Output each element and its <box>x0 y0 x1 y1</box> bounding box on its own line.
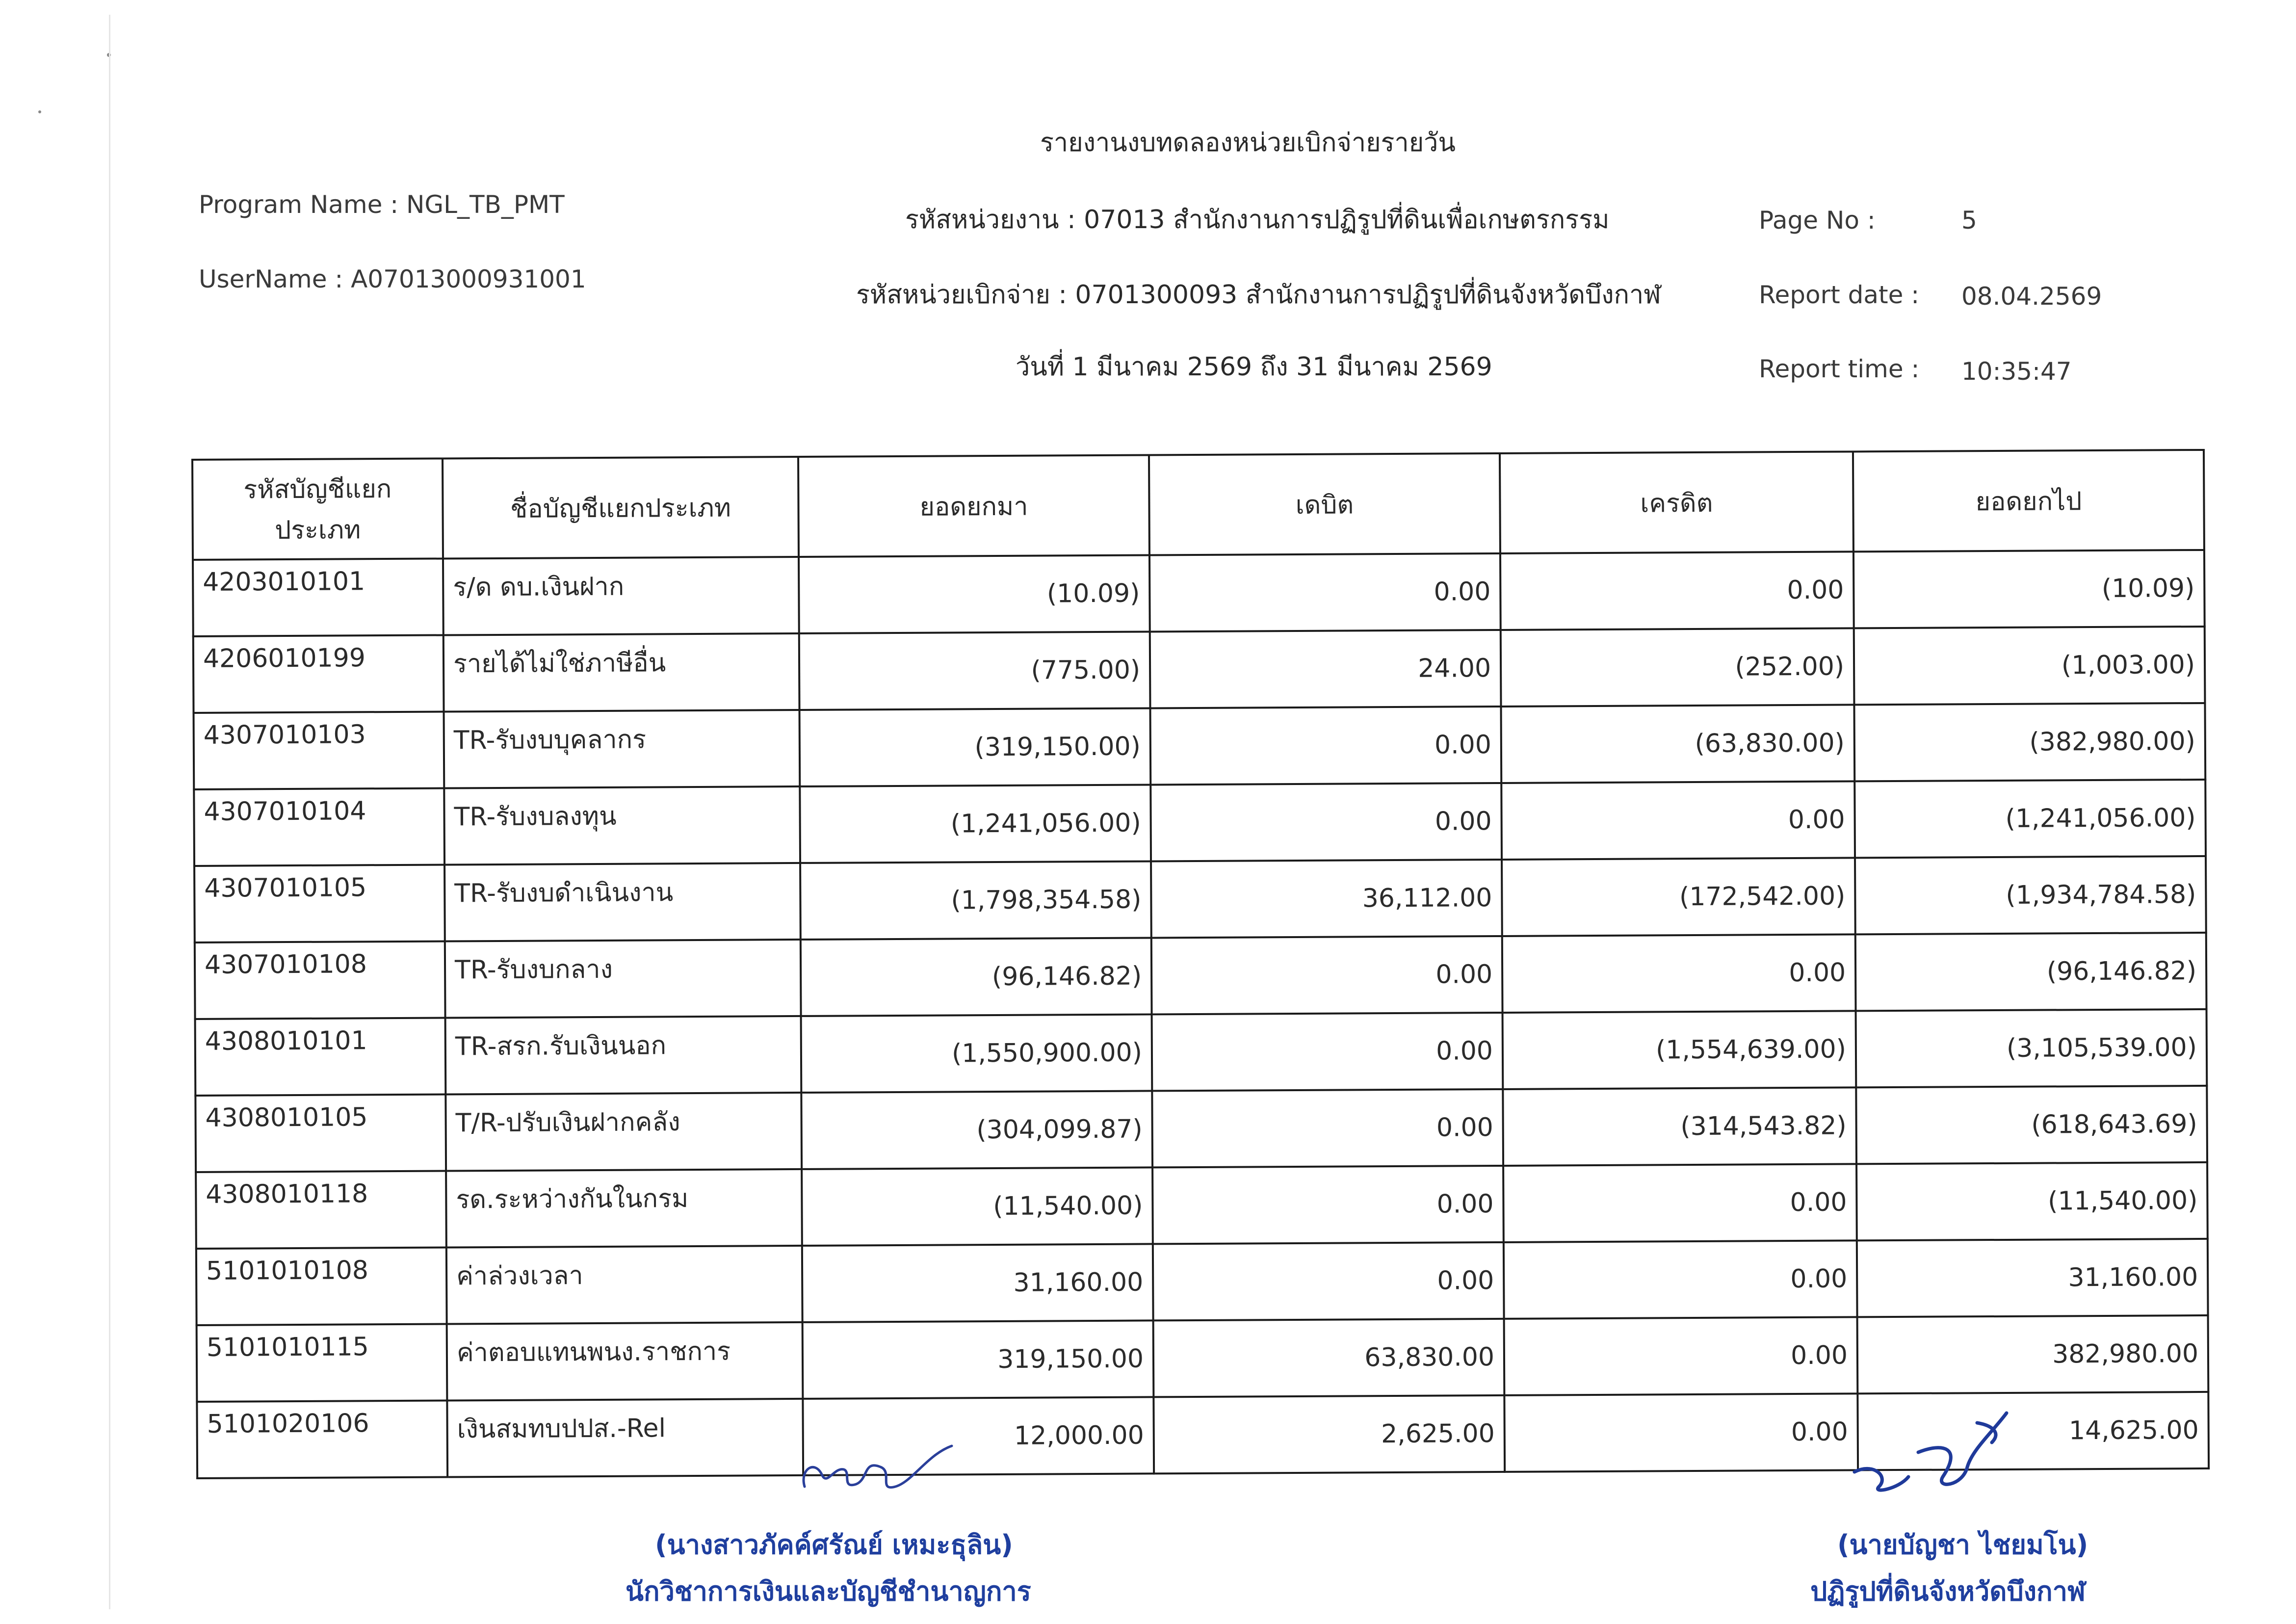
opening-balance-cell: (1,798,354.58) <box>800 861 1151 939</box>
account-name-cell: TR-สรก.รับเงินนอก <box>445 1016 802 1095</box>
scan-speck <box>38 110 41 113</box>
debit-cell: 0.00 <box>1150 783 1502 861</box>
right-signer-title: ปฏิรูปที่ดินจังหวัดบึงกาฬ <box>1810 1576 2086 1607</box>
account-name-cell: TR-รับงบดำเนินงาน <box>444 863 801 942</box>
credit-cell: 0.00 <box>1503 1164 1857 1242</box>
credit-cell: 0.00 <box>1504 1393 1858 1472</box>
debit-cell: 0.00 <box>1152 1013 1503 1091</box>
credit-cell: (63,830.00) <box>1501 705 1854 783</box>
table-row <box>193 550 2205 636</box>
account-code-cell: 4308010105 <box>195 1094 446 1172</box>
table-row <box>194 780 2206 866</box>
account-code-cell: 4307010105 <box>194 864 445 942</box>
opening-balance-cell: (319,150.00) <box>800 708 1151 786</box>
account-name-cell: ร/ด ดบ.เงินฝาก <box>443 557 799 635</box>
account-name-cell: รายได้ไม่ใช่ภาษีอื่น <box>444 633 800 712</box>
report-time-label: Report time : <box>1759 355 1920 383</box>
agency-line: รหัสหน่วยงาน : 07013 สำนักงานการปฏิรูปที่ดินเพื่อเกษตรกรรม <box>905 205 1610 235</box>
program-name: Program Name : NGL_TB_PMT <box>199 190 565 219</box>
report-date-label: Report date : <box>1759 281 1920 309</box>
debit-cell: 2,625.00 <box>1153 1395 1505 1473</box>
closing-balance-cell: (3,105,539.00) <box>1856 1009 2207 1087</box>
page-no-label: Page No : <box>1759 206 1876 235</box>
account-code-cell: 4307010104 <box>194 788 444 865</box>
right-signer-name: (นายบัญชา ไชยมโน) <box>1837 1529 2088 1560</box>
account-name-cell: T/R-ปรับเงินฝากคลัง <box>445 1093 802 1171</box>
closing-balance-cell: (1,003.00) <box>1854 627 2205 705</box>
page-no-value: 5 <box>1961 206 1977 235</box>
opening-balance-cell: 31,160.00 <box>802 1244 1153 1322</box>
trial-balance-table <box>191 449 2210 1479</box>
left-signer-title: นักวิชาการเงินและบัญชีชำนาญการ <box>626 1576 1031 1607</box>
table-row <box>196 1162 2208 1249</box>
left-signature-scribble <box>795 1440 957 1504</box>
table-row <box>194 856 2206 943</box>
closing-balance-cell: (96,146.82) <box>1855 933 2207 1011</box>
table-row <box>197 1315 2209 1402</box>
user-name: UserName : A07013000931001 <box>199 265 586 293</box>
account-code-cell: 5101010108 <box>196 1247 447 1325</box>
credit-cell: 0.00 <box>1504 1240 1857 1319</box>
account-name-cell: ค่าล่วงเวลา <box>446 1246 803 1324</box>
closing-balance-cell: (618,643.69) <box>1856 1086 2207 1164</box>
opening-balance-cell: (11,540.00) <box>802 1167 1153 1245</box>
account-code-cell: 4308010101 <box>195 1018 446 1095</box>
table-row <box>195 933 2207 1019</box>
closing-balance-cell: (10.09) <box>1853 550 2205 628</box>
disbursing-unit-line: รหัสหน่วยเบิกจ่าย : 0701300093 สำนักงานการปฏิรูปที่ดินจังหวัดบึงกาฬ <box>856 280 1661 310</box>
account-code-cell: 4307010108 <box>195 941 445 1019</box>
account-code-cell: 5101010115 <box>197 1324 447 1401</box>
account-name-cell: TR-รับงบลงทุน <box>444 786 800 865</box>
opening-balance-cell: 319,150.00 <box>803 1320 1154 1398</box>
col-header-account-code: รหัสบัญชีแยกประเภท <box>192 458 443 559</box>
left-signer-name: (นางสาวภัคค์ศรัณย์ เหมะธุลิน) <box>655 1529 1013 1560</box>
table-row <box>193 627 2205 713</box>
right-signature-scribble <box>1845 1403 2056 1506</box>
opening-balance-cell: (304,099.87) <box>801 1091 1152 1169</box>
col-header-debit: เดบิต <box>1149 453 1500 555</box>
credit-cell: 0.00 <box>1500 551 1854 630</box>
opening-balance-cell: (1,241,056.00) <box>800 785 1151 863</box>
debit-cell: 24.00 <box>1150 630 1501 708</box>
closing-balance-cell: (1,934,784.58) <box>1855 856 2206 934</box>
col-header-credit: เครดิต <box>1500 451 1853 553</box>
report-date-value: 08.04.2569 <box>1961 282 2102 311</box>
col-header-opening-balance: ยอดยกมา <box>798 455 1149 556</box>
debit-cell: 0.00 <box>1151 936 1503 1014</box>
account-code-cell: 5101020106 <box>197 1400 447 1478</box>
closing-balance-cell: (382,980.00) <box>1854 703 2205 781</box>
closing-balance-cell: (1,241,056.00) <box>1854 780 2206 858</box>
debit-cell: 63,830.00 <box>1153 1319 1505 1397</box>
credit-cell: (314,543.82) <box>1503 1087 1856 1166</box>
table-row <box>194 703 2206 789</box>
report-time-value: 10:35:47 <box>1961 357 2072 386</box>
closing-balance-cell: 382,980.00 <box>1857 1315 2209 1393</box>
col-header-closing-balance: ยอดยกไป <box>1853 450 2204 551</box>
account-name-cell: รด.ระหว่างกันในกรม <box>446 1169 802 1248</box>
credit-cell: 0.00 <box>1501 781 1855 860</box>
debit-cell: 0.00 <box>1153 1242 1504 1320</box>
account-code-cell: 4203010101 <box>193 558 444 636</box>
debit-cell: 0.00 <box>1149 553 1501 631</box>
closing-balance-cell: (11,540.00) <box>1856 1162 2208 1240</box>
credit-cell: (172,542.00) <box>1502 858 1855 936</box>
table-row <box>195 1086 2207 1172</box>
table-row <box>195 1009 2207 1096</box>
account-name-cell: เงินสมทบปปส.-Rel <box>447 1399 803 1477</box>
opening-balance-cell: 12,000.00 <box>803 1397 1154 1475</box>
debit-cell: 0.00 <box>1152 1166 1504 1244</box>
account-code-cell: 4206010199 <box>193 635 444 712</box>
opening-balance-cell: (96,146.82) <box>801 938 1152 1016</box>
credit-cell: 0.00 <box>1504 1317 1858 1395</box>
col-header-account-name: ชื่อบัญชีแยกประเภท <box>443 457 799 559</box>
report-title: รายงานงบทดลองหน่วยเบิกจ่ายรายวัน <box>1040 128 1456 157</box>
table-header-row <box>192 450 2204 560</box>
account-name-cell: ค่าตอบแทนพนง.ราชการ <box>447 1322 803 1401</box>
debit-cell: 36,112.00 <box>1151 860 1502 938</box>
credit-cell: (1,554,639.00) <box>1503 1011 1856 1089</box>
table-row <box>196 1239 2208 1325</box>
credit-cell: (252.00) <box>1501 628 1854 707</box>
date-range: วันที่ 1 มีนาคม 2569 ถึง 31 มีนาคม 2569 <box>1016 352 1492 382</box>
opening-balance-cell: (10.09) <box>799 555 1150 633</box>
account-name-cell: TR-รับงบกลาง <box>445 940 801 1018</box>
scan-edge-line <box>109 15 110 1609</box>
opening-balance-cell: (1,550,900.00) <box>801 1014 1152 1092</box>
debit-cell: 0.00 <box>1150 707 1502 785</box>
debit-cell: 0.00 <box>1152 1089 1503 1167</box>
account-code-cell: 4308010118 <box>196 1171 446 1248</box>
closing-balance-cell: 14,625.00 <box>1857 1392 2209 1470</box>
closing-balance-cell: 31,160.00 <box>1857 1239 2208 1317</box>
opening-balance-cell: (775.00) <box>799 631 1150 709</box>
credit-cell: 0.00 <box>1502 934 1856 1013</box>
account-code-cell: 4307010103 <box>194 711 444 789</box>
account-name-cell: TR-รับงบบุคลากร <box>444 710 800 788</box>
